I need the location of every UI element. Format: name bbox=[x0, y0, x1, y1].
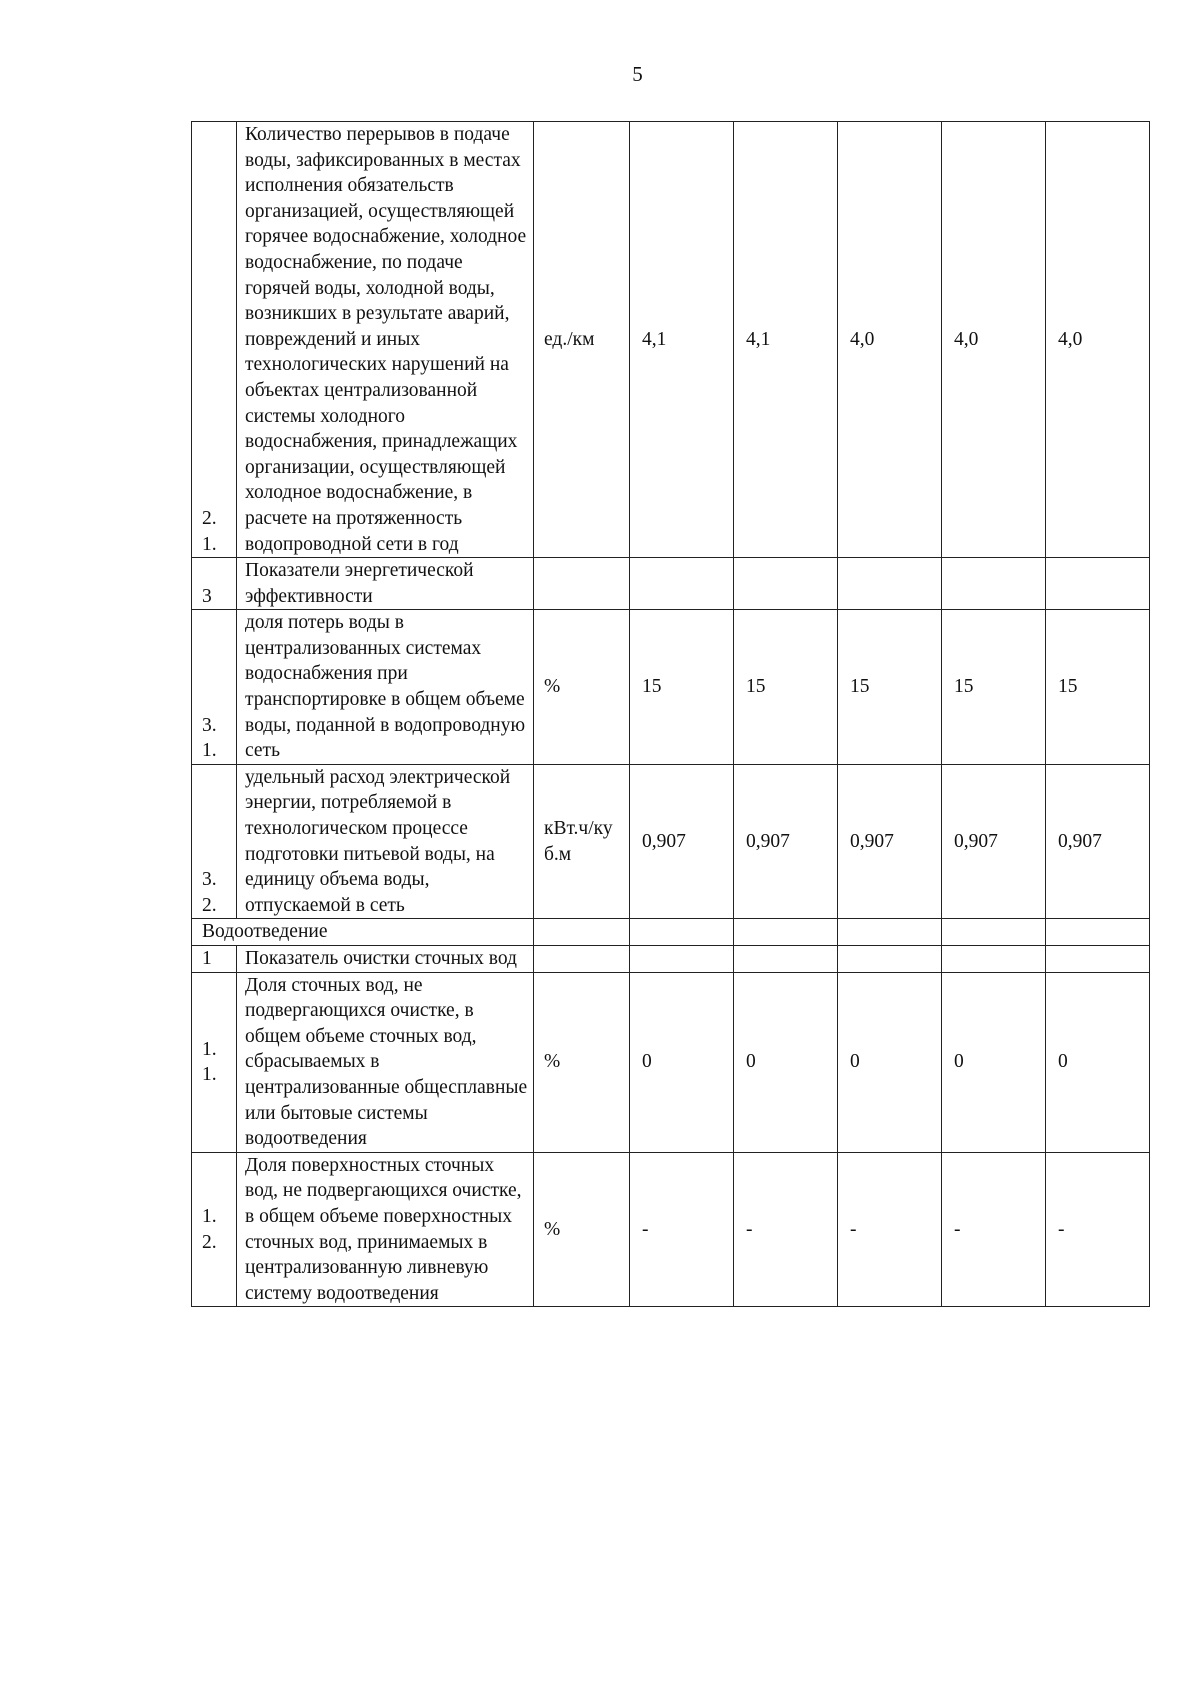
empty-cell bbox=[534, 919, 630, 946]
value-cell: 15 bbox=[630, 610, 734, 765]
unit-cell: % bbox=[534, 610, 630, 765]
unit-cell: ед./км bbox=[534, 122, 630, 558]
value-cell: 15 bbox=[942, 610, 1046, 765]
row-number: 2. 1. bbox=[192, 122, 237, 558]
table-row bbox=[192, 558, 1150, 610]
value-cell: 0 bbox=[942, 972, 1046, 1152]
value-cell: 4,1 bbox=[630, 122, 734, 558]
indicator-name: Показатель очистки сточных вод bbox=[237, 946, 534, 973]
table-row bbox=[192, 972, 1150, 1152]
value-cell bbox=[942, 946, 1046, 973]
value-cell bbox=[734, 558, 838, 610]
empty-cell bbox=[838, 919, 942, 946]
indicator-name: Доля сточных вод, не подвергающихся очистке, в общем объеме сточных вод, сбрасываемых в централизованные общесплавные или бытовые системы водоотведения bbox=[237, 972, 534, 1152]
indicator-name: Показатели энергетической эффективности bbox=[237, 558, 534, 610]
empty-cell bbox=[630, 919, 734, 946]
value-cell: 0 bbox=[1046, 972, 1150, 1152]
row-number: 3. 1. bbox=[192, 610, 237, 765]
value-cell: 4,0 bbox=[942, 122, 1046, 558]
value-cell: 0 bbox=[838, 972, 942, 1152]
value-cell: 0,907 bbox=[630, 764, 734, 919]
value-cell bbox=[734, 946, 838, 973]
value-cell: 0 bbox=[734, 972, 838, 1152]
row-number: 1. 1. bbox=[192, 972, 237, 1152]
row-number: 3. 2. bbox=[192, 764, 237, 919]
value-cell: 0 bbox=[630, 972, 734, 1152]
indicators-table bbox=[191, 121, 1150, 1307]
value-cell bbox=[1046, 946, 1150, 973]
unit-cell bbox=[534, 558, 630, 610]
value-cell: 4,1 bbox=[734, 122, 838, 558]
value-cell: 0,907 bbox=[838, 764, 942, 919]
empty-cell bbox=[1046, 919, 1150, 946]
row-number: 1. 2. bbox=[192, 1152, 237, 1307]
indicator-name: удельный расход электрической энергии, потребляемой в технологическом процессе подготовки питьевой воды, на единицу объема воды, отпускаемой в сеть bbox=[237, 764, 534, 919]
value-cell: 15 bbox=[838, 610, 942, 765]
table-row bbox=[192, 122, 1150, 558]
value-cell: 15 bbox=[1046, 610, 1150, 765]
value-cell bbox=[838, 558, 942, 610]
value-cell: 4,0 bbox=[838, 122, 942, 558]
page-number: 5 bbox=[632, 62, 643, 86]
value-cell: 4,0 bbox=[1046, 122, 1150, 558]
table-row bbox=[192, 610, 1150, 765]
indicator-name: Доля поверхностных сточных вод, не подвергающихся очистке, в общем объеме поверхностных сточных вод, принимаемых в централизованную ливневую систему водоотведения bbox=[237, 1152, 534, 1307]
unit-cell: % bbox=[534, 972, 630, 1152]
table-row bbox=[192, 764, 1150, 919]
value-cell: 0,907 bbox=[734, 764, 838, 919]
value-cell: - bbox=[942, 1152, 1046, 1307]
value-cell bbox=[630, 558, 734, 610]
row-number: 3 bbox=[192, 558, 237, 610]
table-body bbox=[192, 122, 1150, 1307]
value-cell: - bbox=[838, 1152, 942, 1307]
row-number: 1 bbox=[192, 946, 237, 973]
indicator-name: Количество перерывов в подаче воды, зафиксированных в местах исполнения обязательств организацией, осуществляющей горячее водоснабжение, холодное водоснабжение, по подаче горячей воды, холодной воды, возникших в результате аварий, повреждений и иных технологических нарушений на объектах централизованной системы холодного водоснабжения, принадлежащих организации, осуществляющей холодное водоснабжение, в расчете на протяженность водопроводной сети в год bbox=[237, 122, 534, 558]
value-cell bbox=[1046, 558, 1150, 610]
empty-cell bbox=[942, 919, 1046, 946]
value-cell: 15 bbox=[734, 610, 838, 765]
value-cell: - bbox=[630, 1152, 734, 1307]
value-cell: 0,907 bbox=[942, 764, 1046, 919]
value-cell: - bbox=[734, 1152, 838, 1307]
indicator-name: доля потерь воды в централизованных системах водоснабжения при транспортировке в общем объеме воды, поданной в водопроводную сеть bbox=[237, 610, 534, 765]
value-cell bbox=[838, 946, 942, 973]
unit-cell: % bbox=[534, 1152, 630, 1307]
section-row bbox=[192, 919, 1150, 946]
unit-cell bbox=[534, 946, 630, 973]
table-row bbox=[192, 946, 1150, 973]
value-cell bbox=[942, 558, 1046, 610]
unit-cell: кВт.ч/куб.м bbox=[534, 764, 630, 919]
value-cell bbox=[630, 946, 734, 973]
section-title: Водоотведение bbox=[192, 919, 534, 946]
table-row bbox=[192, 1152, 1150, 1307]
empty-cell bbox=[734, 919, 838, 946]
value-cell: - bbox=[1046, 1152, 1150, 1307]
value-cell: 0,907 bbox=[1046, 764, 1150, 919]
